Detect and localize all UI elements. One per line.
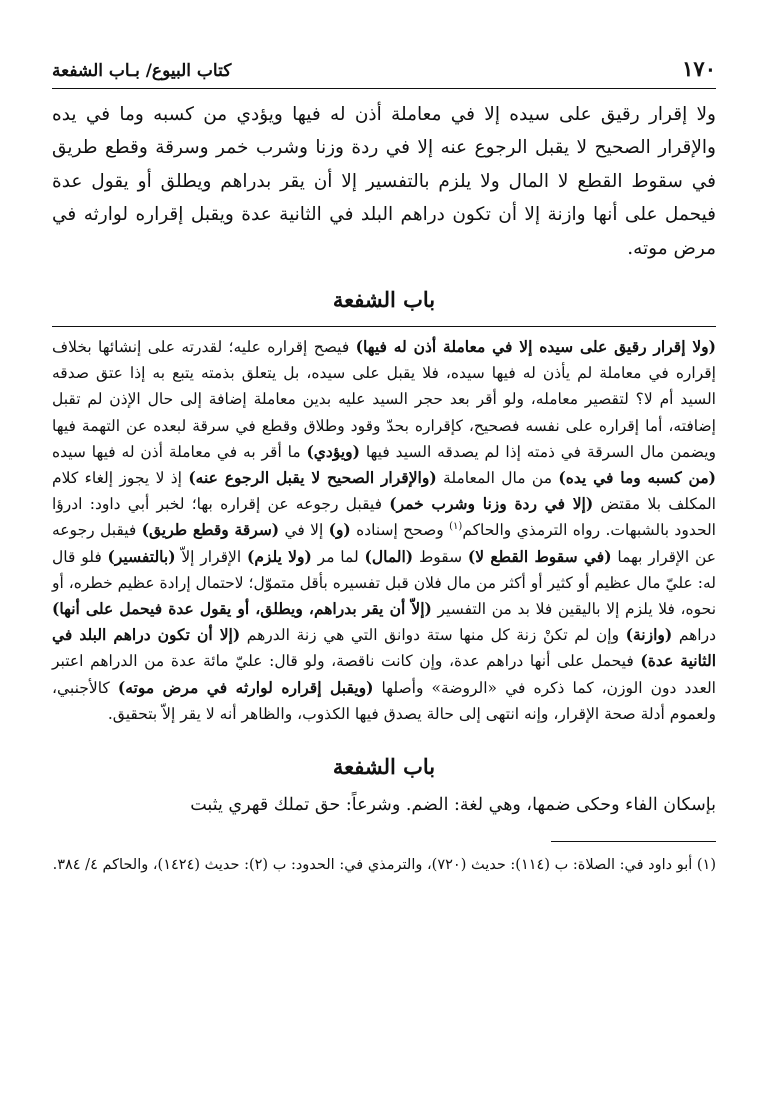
footnotes (52, 852, 716, 878)
book-page (52, 56, 716, 878)
commentary-text: الإقرار إلاّ (175, 547, 247, 566)
commentary-text: ما أقر به في معاملة أذن له فيها سيده (52, 442, 307, 461)
footnote-divider (551, 841, 716, 842)
page-header (52, 56, 716, 89)
quoted-matn: (المال) (364, 546, 414, 566)
quoted-matn: (إلاّ أن يقر بدراهم، ويطلق، أو يقول عدة فيحمل على أنها) (52, 599, 432, 619)
main-text-paragraph: ولا إقرار رقيق على سيده إلا في معاملة أذن له فيها ويؤدي من كسبه وما في يده والإقرار الصحيح لا يقبل الرجوع عنه إلا في ردة وزنا وشرب خمر وسرقة وقطع طريق في سقوط القطع لا المال ولا يلزم بالتفسير إلا أن يقر بدراهم ويطلق أو يقول عدة فيحمل على أنها وازنة إلا أن تكون دراهم البلد في الثانية عدة ويقبل إقراره لوارثه في مرض موته. (52, 104, 716, 259)
quoted-matn: (ولا إقرار رقيق على سيده إلا في معاملة أذن له فيها) (355, 337, 716, 357)
quoted-matn: (في سقوط القطع لا) (467, 546, 612, 566)
commentary-text: فيصح إقراره عليه؛ لقدرته على إنشائها بخلاف إقراره في معاملة لم يأذن له فيها سيده، فلا يقبل على سيده، بل يتعلق بذمته يتبع به إذا عتق صدقه السيد أم لا؟ لتقصير معامله، ولو أقر بعد حجر السيد عليه بدين معاملة إضافة إلى حال الإذن لم تقبل إضافته، أما إقراره على نفسه فصحيح، كإقراره بحدّ وقود وطلاق وقطع في سرقة لبعده عن التهمة فيها ويضمن مال السرقة في ذمته إذا لم يصدقه السيد فيها (52, 338, 716, 461)
quoted-matn: (و) (328, 520, 351, 540)
quoted-matn: (والإقرار الصحيح لا يقبل الرجوع عنه) (188, 468, 437, 488)
footnote-1: (١) أبو داود في: الصلاة: ب (١١٤): حديث (٧٢٠)، والترمذي في: الحدود: ب (٢): حديث (١٤٢٤)، والحاكم ٤/ ٣٨٤. (52, 857, 716, 874)
quoted-matn: (إلا أن تكون دراهم البلد في الثانية عدة) (52, 625, 717, 671)
commentary-text: فيقبل رجوعه عن الإقرار بهما (52, 521, 717, 566)
commentary-text: فيقبل رجوعه عن إقراره بها؛ لخبر أبي داود: ادرؤا الحدود بالشبهات. رواه الترمذي والحاكم (52, 495, 716, 540)
commentary-text: سقوط (413, 547, 468, 566)
commentary-text: فيحمل على أنها دراهم عدة، وإن كانت ناقصة، ولو قال: عليّ مائة عدة من الدراهم اعتبر العدد دون الوزن، كما ذكره في «الروضة» وأصلها (52, 652, 716, 697)
main-text (52, 98, 716, 265)
commentary-text: من مال المعاملة (436, 469, 559, 488)
footnote-marker: (١) (449, 521, 463, 533)
quoted-matn: (ويؤدي) (306, 441, 360, 461)
section-divider (52, 326, 716, 327)
commentary-text: إلا في (279, 521, 329, 540)
quoted-matn: (ويقبل إقراره لوارثه في مرض موته) (117, 677, 374, 697)
running-title: كتاب البيوع/ بـاب الشفعة (52, 61, 232, 81)
chapter-opening-text: بإسكان الفاء وحكى ضمها، وهي لغة: الضم. وشرعاً: حق تملك قهري يثبت (190, 795, 716, 816)
quoted-matn: (من كسبه وما في يده) (558, 468, 716, 488)
commentary-text: لما مر (311, 547, 365, 566)
commentary-text: إذ لا يجوز إلغاء كلام المكلف بلا مقتض (52, 469, 716, 514)
commentary-paragraph (52, 334, 716, 727)
quoted-matn: (وازنة) (625, 625, 673, 645)
commentary-text: كالأجنبي، ولعموم أدلة صحة الإقرار، وإنه انتهى إلى حالة يصدق فيها الكذوب، والظاهر أنه لا يقر إلاّ بتحقيق. (52, 678, 716, 723)
commentary-text: وإن لم تكنْ زنة كل منها ستة دوانق التي هي زنة الدرهم (240, 626, 626, 645)
page-number: ١٧٠ (682, 56, 716, 81)
quoted-matn: (سرقة وقطع طريق) (141, 520, 280, 540)
quoted-matn: (ولا يلزم) (246, 546, 312, 566)
quoted-matn: (إلا في ردة وزنا وشرب خمر) (389, 494, 594, 514)
chapter-heading-top: باب الشفعة (332, 287, 436, 313)
quoted-matn: (بالتفسير) (107, 546, 176, 566)
commentary (52, 334, 716, 727)
commentary-text: فلو قال له: عليّ مال عظيم أو كثير أو أكثر من مال فلان قبل تفسيره بأقل متموّل؛ لاحتمال إرادة عظيم خطره، أو نحوه، فلا يلزم إلا باليقين فلا بد من التفسير (52, 547, 717, 619)
commentary-text: دراهم (672, 626, 717, 645)
commentary-text: وصحح إسناده (350, 521, 450, 540)
chapter-heading: باب الشفعة (332, 754, 436, 780)
